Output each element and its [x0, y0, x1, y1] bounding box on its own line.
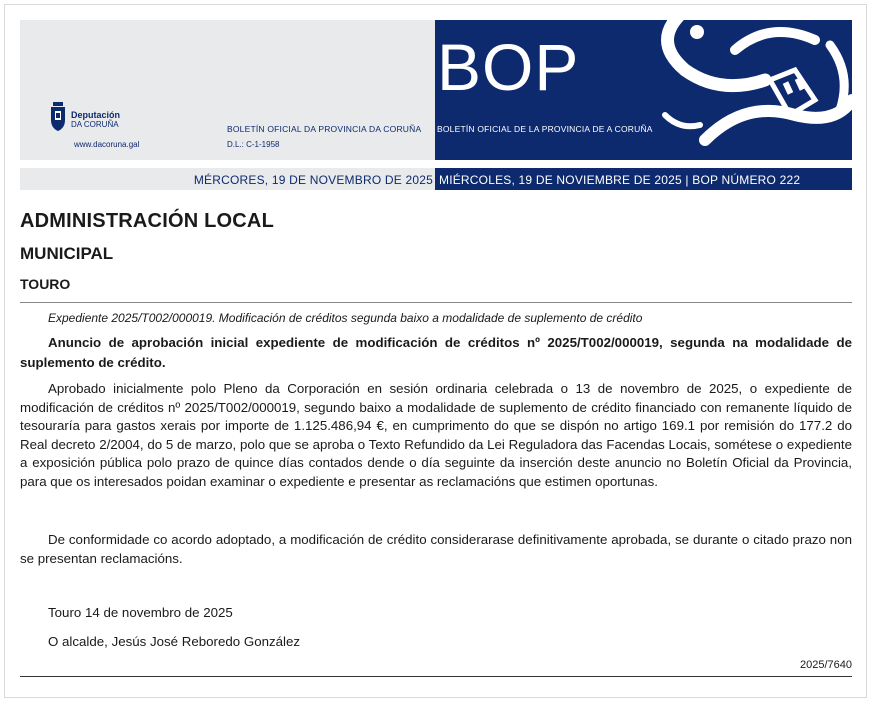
bulletin-header — [20, 20, 852, 160]
signatory: O alcalde, Jesús José Reboredo González — [48, 634, 301, 649]
divider — [20, 302, 852, 303]
date-bar-blue — [435, 168, 852, 190]
subsection-heading: MUNICIPAL — [20, 244, 114, 263]
bulletin-name-spanish: BOLETÍN OFICIAL DE LA PROVINCIA DE A CORUÑA — [437, 124, 653, 134]
announcement-reference: 2025/7640 — [800, 659, 852, 671]
bulletin-title: BOP — [437, 30, 580, 104]
legal-deposit: D.L.: C-1-1958 — [227, 140, 280, 149]
bulletin-name-galician: BOLETÍN OFICIAL DA PROVINCIA DA CORUÑA — [227, 124, 422, 134]
bottom-divider — [20, 676, 852, 677]
announcement-summary: Anuncio de aprobación inicial expediente de modificación de créditos nº 2025/T002/000019, segunda na modalidade de suplemento de crédito. — [20, 335, 852, 370]
header-blue-panel — [435, 20, 852, 160]
expediente-line: Expediente 2025/T002/000019. Modificación de créditos segunda baixo a modalidade de suplemento de crédito — [48, 311, 643, 325]
date-bar — [20, 168, 852, 190]
date-spanish-issue-number: MIÉRCOLES, 19 DE NOVIEMBRE DE 2025 | BOP NÚMERO 222 — [439, 173, 801, 187]
signature-date: Touro 14 de novembro de 2025 — [48, 605, 233, 620]
website-link[interactable]: www.dacoruna.gal — [74, 140, 140, 149]
municipality-heading: TOURO — [20, 276, 71, 292]
date-galician: MÉRCORES, 19 DE NOVEMBRO DE 2025 — [193, 173, 433, 187]
body-paragraph-1: Aprobado inicialmente polo Pleno da Corporación en sesión ordinaria celebrada o 13 de novembro de 2025, o expediente de modificación de créditos nº 2025/T002/000019, segundo baixo a modalidade de suplemento de crédito financiado con remanente líquido de tesouraría para gastos xerais por importe de 1.125.486,94 €, en cumprimento do que se dispón no artigo 169.1 por remisión do 177.2 do Real decreto 2/2004, do 5 de marzo, polo que se aproba o Texto Refundido da Lei Reguladora das Facendas Locais, sométese o expediente a exposición pública polo prazo de quince días contados dende o día seguinte da inserción deste anuncio no Boletín Oficial da Provincia, para que os interesados poidan examinar o expediente e presentar as reclamacións que estimen oportunas. — [20, 381, 852, 489]
logo-name-line1: Deputación — [71, 110, 121, 120]
logo-name-line2: DA CORUÑA — [71, 120, 119, 129]
coat-of-arms-icon — [50, 102, 66, 132]
section-heading: ADMINISTRACIÓN LOCAL — [20, 210, 274, 232]
body-paragraph-2: De conformidade co acordo adoptado, a modificación de crédito considerarase definitivamente aprobada, se durante o citado prazo non se presentan reclamacións. — [20, 532, 852, 566]
